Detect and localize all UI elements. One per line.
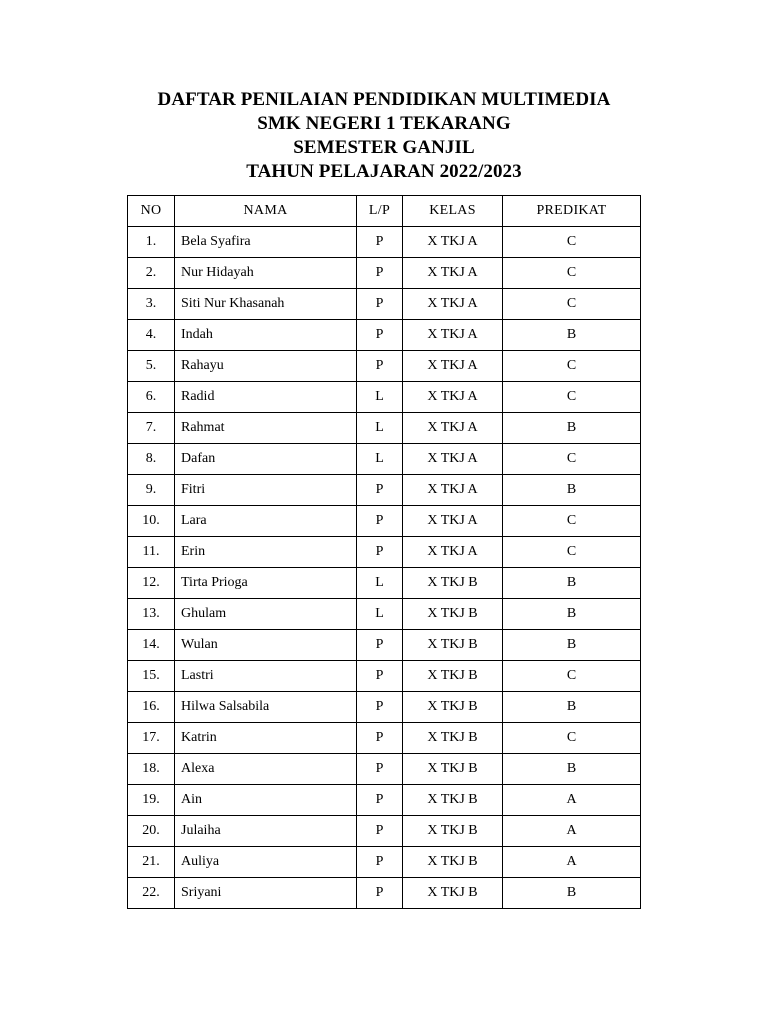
cell-no: 1. [128,227,175,258]
cell-nama: Rahmat [175,413,357,444]
cell-no: 16. [128,692,175,723]
table-row [128,475,641,506]
table-row [128,847,641,878]
cell-lp: P [357,475,403,506]
cell-nama: Dafan [175,444,357,475]
table-row [128,413,641,444]
table-row [128,816,641,847]
cell-predikat: C [503,444,641,475]
cell-predikat: C [503,351,641,382]
table-row [128,382,641,413]
header-no: NO [128,196,175,227]
table-row [128,258,641,289]
cell-lp: P [357,785,403,816]
cell-no: 13. [128,599,175,630]
cell-predikat: B [503,413,641,444]
header-kelas: KELAS [403,196,503,227]
cell-kelas: X TKJ A [403,258,503,289]
cell-predikat: C [503,537,641,568]
cell-kelas: X TKJ B [403,568,503,599]
cell-no: 10. [128,506,175,537]
cell-nama: Lastri [175,661,357,692]
cell-lp: P [357,847,403,878]
cell-nama: Ghulam [175,599,357,630]
cell-nama: Hilwa Salsabila [175,692,357,723]
table-row [128,568,641,599]
cell-predikat: A [503,816,641,847]
table-row [128,351,641,382]
cell-predikat: C [503,382,641,413]
cell-kelas: X TKJ B [403,878,503,909]
cell-kelas: X TKJ B [403,785,503,816]
cell-nama: Katrin [175,723,357,754]
cell-nama: Lara [175,506,357,537]
cell-nama: Alexa [175,754,357,785]
cell-no: 15. [128,661,175,692]
cell-no: 22. [128,878,175,909]
header-nama: NAMA [175,196,357,227]
cell-lp: P [357,816,403,847]
cell-kelas: X TKJ B [403,847,503,878]
table-row [128,506,641,537]
cell-nama: Tirta Prioga [175,568,357,599]
cell-no: 7. [128,413,175,444]
cell-nama: Radid [175,382,357,413]
title-line-1: DAFTAR PENILAIAN PENDIDIKAN MULTIMEDIA [157,89,611,110]
cell-nama: Erin [175,537,357,568]
cell-predikat: A [503,785,641,816]
cell-no: 3. [128,289,175,320]
cell-kelas: X TKJ A [403,382,503,413]
cell-no: 17. [128,723,175,754]
cell-lp: L [357,413,403,444]
cell-kelas: X TKJ A [403,537,503,568]
cell-lp: P [357,878,403,909]
cell-no: 18. [128,754,175,785]
cell-kelas: X TKJ B [403,692,503,723]
cell-no: 14. [128,630,175,661]
cell-nama: Indah [175,320,357,351]
cell-kelas: X TKJ A [403,444,503,475]
cell-predikat: B [503,568,641,599]
cell-lp: L [357,568,403,599]
title-line-2: SMK NEGERI 1 TEKARANG [257,113,511,134]
cell-no: 20. [128,816,175,847]
title-line-3: SEMESTER GANJIL [293,137,475,158]
cell-kelas: X TKJ B [403,723,503,754]
title-line-4: TAHUN PELAJARAN 2022/2023 [246,161,522,182]
cell-kelas: X TKJ B [403,816,503,847]
header-predikat: PREDIKAT [503,196,641,227]
table-row [128,630,641,661]
cell-lp: P [357,630,403,661]
cell-lp: P [357,227,403,258]
cell-lp: P [357,754,403,785]
cell-predikat: B [503,692,641,723]
table-row [128,692,641,723]
cell-lp: P [357,258,403,289]
cell-no: 21. [128,847,175,878]
cell-nama: Nur Hidayah [175,258,357,289]
cell-no: 5. [128,351,175,382]
cell-kelas: X TKJ A [403,413,503,444]
cell-kelas: X TKJ A [403,227,503,258]
cell-nama: Auliya [175,847,357,878]
cell-predikat: C [503,506,641,537]
table-row [128,227,641,258]
cell-kelas: X TKJ B [403,661,503,692]
cell-nama: Fitri [175,475,357,506]
table-row [128,289,641,320]
cell-lp: P [357,351,403,382]
cell-predikat: A [503,847,641,878]
table-row [128,320,641,351]
cell-predikat: C [503,723,641,754]
cell-lp: P [357,506,403,537]
cell-no: 4. [128,320,175,351]
cell-lp: P [357,289,403,320]
cell-predikat: C [503,661,641,692]
cell-predikat: B [503,320,641,351]
cell-lp: L [357,382,403,413]
cell-kelas: X TKJ B [403,630,503,661]
cell-nama: Bela Syafira [175,227,357,258]
document-title [0,88,768,184]
cell-lp: L [357,599,403,630]
grades-table [127,195,641,909]
cell-no: 12. [128,568,175,599]
cell-no: 11. [128,537,175,568]
cell-no: 9. [128,475,175,506]
cell-kelas: X TKJ A [403,351,503,382]
cell-predikat: B [503,878,641,909]
cell-predikat: C [503,289,641,320]
cell-lp: P [357,692,403,723]
cell-predikat: C [503,258,641,289]
table-row [128,444,641,475]
cell-nama: Julaiha [175,816,357,847]
cell-nama: Ain [175,785,357,816]
cell-lp: P [357,320,403,351]
cell-lp: L [357,444,403,475]
cell-predikat: B [503,754,641,785]
table-header-row [128,196,641,227]
cell-nama: Siti Nur Khasanah [175,289,357,320]
cell-no: 8. [128,444,175,475]
cell-kelas: X TKJ B [403,599,503,630]
table-row [128,878,641,909]
cell-kelas: X TKJ A [403,289,503,320]
cell-predikat: C [503,227,641,258]
table-row [128,661,641,692]
table-body [128,227,641,909]
cell-nama: Wulan [175,630,357,661]
cell-lp: P [357,723,403,754]
table-row [128,723,641,754]
cell-predikat: B [503,599,641,630]
cell-kelas: X TKJ A [403,320,503,351]
cell-nama: Rahayu [175,351,357,382]
cell-lp: P [357,661,403,692]
cell-predikat: B [503,630,641,661]
cell-nama: Sriyani [175,878,357,909]
header-lp: L/P [357,196,403,227]
table-row [128,537,641,568]
cell-kelas: X TKJ A [403,506,503,537]
table-row [128,599,641,630]
cell-no: 6. [128,382,175,413]
cell-lp: P [357,537,403,568]
cell-no: 19. [128,785,175,816]
cell-predikat: B [503,475,641,506]
cell-no: 2. [128,258,175,289]
table-row [128,785,641,816]
table-row [128,754,641,785]
cell-kelas: X TKJ B [403,754,503,785]
cell-kelas: X TKJ A [403,475,503,506]
